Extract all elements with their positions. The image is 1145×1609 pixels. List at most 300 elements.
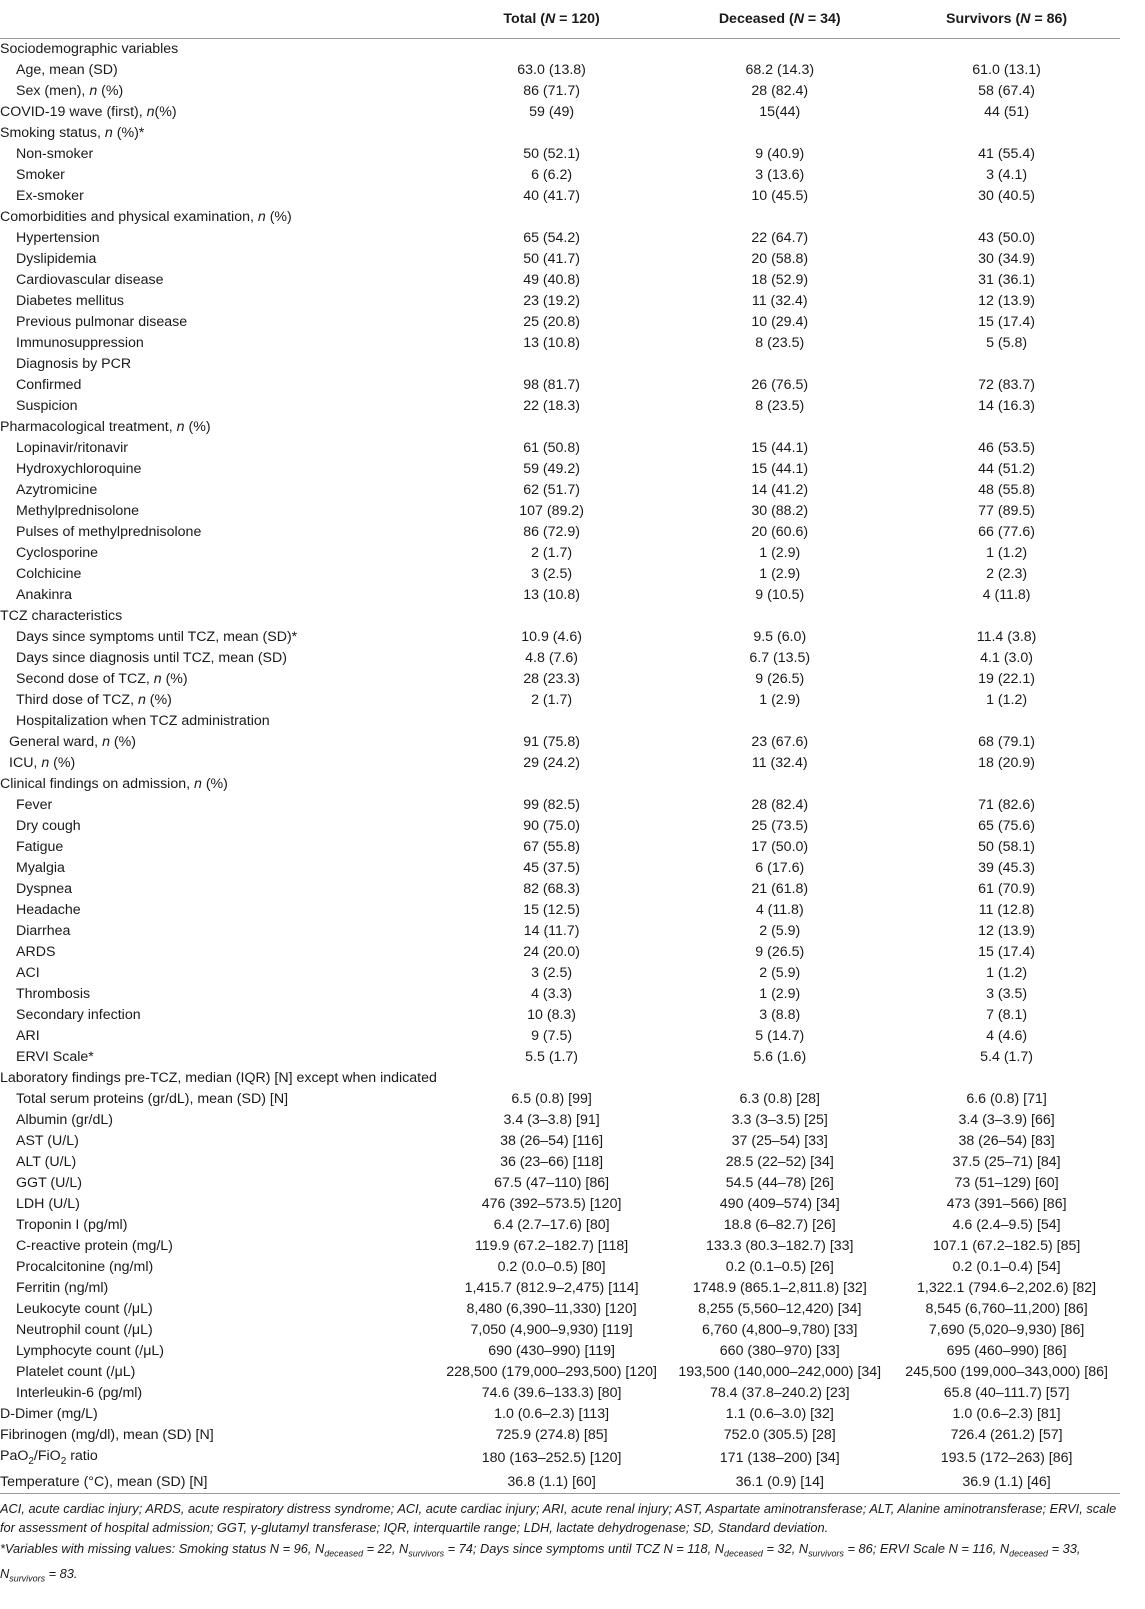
cell-survivors: 11.4 (3.8) <box>976 629 1037 645</box>
cell-deceased: 14 (41.2) <box>751 482 809 498</box>
row-label: Fibrinogen (mg/dl), mean (SD) [N] <box>0 1427 214 1443</box>
cell-survivors: 66 (77.6) <box>978 524 1035 540</box>
row-label: Lymphocyte count (/μL) <box>16 1343 165 1359</box>
table-row <box>0 1173 1120 1194</box>
cell-total: 59 (49) <box>529 104 575 120</box>
cell-survivors: 15 (17.4) <box>978 944 1035 960</box>
footnote-abbreviations: ACI, acute cardiac injury; ARDS, acute respiratory distress syndrome; ACI, acute cardiac injury; ARI, acute renal injury; AST, Aspartate aminotransferase; ALT, Alanine aminotransferase; ERVI, scale for assessment of hospital admission; GGT, γ-glutamyl transferase; IQR, interquartile range; LDH, lactate dehydrogenase; SD, Standard deviation. <box>0 1501 1117 1535</box>
cell-total: 0.2 (0.0–0.5) [80] <box>497 1259 606 1275</box>
table-row <box>0 291 1120 312</box>
cell-total <box>437 354 666 375</box>
table-row <box>0 501 1120 522</box>
row-label: Pharmacological treatment, n (%) <box>0 419 211 435</box>
cell-survivors <box>893 354 1120 375</box>
table-row <box>0 1215 1120 1236</box>
table-row <box>0 1320 1120 1341</box>
cell-deceased: 20 (60.6) <box>751 524 809 540</box>
table-row <box>0 123 1120 144</box>
row-label: Sociodemographic variables <box>0 41 179 57</box>
table-row <box>0 1236 1120 1257</box>
cell-deceased: 3.3 (3–3.5) [25] <box>731 1112 828 1128</box>
row-label: Dyspnea <box>16 881 72 897</box>
cell-total: 13 (10.8) <box>523 335 580 351</box>
cell-survivors: 31 (36.1) <box>978 272 1035 288</box>
table-row <box>0 1299 1120 1320</box>
cell-total: 4.8 (7.6) <box>525 650 579 666</box>
fn-part: = 22, N <box>363 1541 409 1556</box>
cell-survivors: 38 (26–54) [83] <box>958 1133 1055 1149</box>
cell-survivors: 695 (460–990) [86] <box>946 1343 1067 1359</box>
table-row <box>0 165 1120 186</box>
cell-total: 8,480 (6,390–11,330) [120] <box>466 1301 637 1317</box>
table-row <box>0 1341 1120 1362</box>
fn-part: *Variables with missing values: Smoking status N = 96, N <box>0 1541 325 1556</box>
cell-deceased <box>666 417 893 438</box>
cell-total: 10 (8.3) <box>527 1007 577 1023</box>
table-row <box>0 732 1120 753</box>
row-label: Neutrophil count (/μL) <box>16 1322 153 1338</box>
table-row <box>0 963 1120 984</box>
cell-total <box>437 417 666 438</box>
cell-total: 62 (51.7) <box>523 482 580 498</box>
cell-survivors: 50 (58.1) <box>978 839 1035 855</box>
cell-survivors <box>893 39 1120 61</box>
table-row <box>0 1425 1120 1446</box>
cell-total: 74.6 (39.6–133.3) [80] <box>481 1385 622 1401</box>
cell-total <box>437 774 666 795</box>
cell-total: 98 (81.7) <box>523 377 580 393</box>
cell-survivors: 1 (1.2) <box>986 545 1028 561</box>
fn-part: = 86; ERVI Scale N = 116, N <box>843 1541 1010 1556</box>
table-row <box>0 312 1120 333</box>
row-label: Age, mean (SD) <box>16 62 118 78</box>
table-row <box>0 627 1120 648</box>
header-total <box>437 0 666 39</box>
fn-sub: survivors <box>808 1548 844 1559</box>
cell-survivors: 41 (55.4) <box>978 146 1035 162</box>
table-row <box>0 1026 1120 1047</box>
cell-total: 725.9 (274.8) [85] <box>495 1427 608 1443</box>
row-label: Myalgia <box>16 860 65 876</box>
table-row <box>0 102 1120 123</box>
header-total-n: N <box>544 11 556 27</box>
header-total-text: Total ( <box>503 11 545 27</box>
table-row <box>0 333 1120 354</box>
fn-sub: survivors <box>9 1573 46 1584</box>
cell-survivors: 37.5 (25–71) [84] <box>952 1154 1061 1170</box>
table-row <box>0 837 1120 858</box>
row-label: C-reactive protein (mg/L) <box>16 1238 173 1254</box>
row-label: Cardiovascular disease <box>16 272 164 288</box>
row-label: ARDS <box>16 944 56 960</box>
cell-survivors: 7 (8.1) <box>986 1007 1028 1023</box>
table-footnotes <box>0 1499 1118 1590</box>
cell-total: 3 (2.5) <box>531 566 573 582</box>
cell-deceased: 6.3 (0.8) [28] <box>739 1091 820 1107</box>
row-label: General ward, n (%) <box>9 734 136 750</box>
cell-survivors: 4 (11.8) <box>982 587 1031 603</box>
cell-total: 82 (68.3) <box>523 881 580 897</box>
row-label: Leukocyte count (/μL) <box>16 1301 153 1317</box>
cell-total: 22 (18.3) <box>523 398 580 414</box>
cell-deceased: 193,500 (140,000–242,000) [34] <box>678 1364 882 1380</box>
cell-deceased: 171 (138–200) [34] <box>719 1450 840 1467</box>
footnote-missing-values <box>0 1539 1118 1588</box>
cell-deceased: 660 (380–970) [33] <box>719 1343 840 1359</box>
cell-total: 63.0 (13.8) <box>517 62 586 78</box>
cell-total: 476 (392–573.5) [120] <box>481 1196 622 1212</box>
cell-survivors <box>893 1068 1120 1089</box>
row-label: Thrombosis <box>16 986 91 1002</box>
cell-survivors: 14 (16.3) <box>978 398 1035 414</box>
fn-part: = 83. <box>45 1565 78 1581</box>
cell-deceased: 6.7 (13.5) <box>749 650 811 666</box>
table-row <box>0 984 1120 1005</box>
cell-total: 1.0 (0.6–2.3) [113] <box>494 1406 610 1422</box>
cell-deceased: 2 (5.9) <box>759 923 801 939</box>
cell-total <box>437 39 666 61</box>
cell-total: 40 (41.7) <box>523 188 580 204</box>
cell-deceased <box>666 123 893 144</box>
fn-sub: deceased <box>324 1548 364 1559</box>
cell-total: 3.4 (3–3.8) [91] <box>503 1112 600 1128</box>
cell-deceased: 11 (32.4) <box>751 293 808 309</box>
cell-survivors: 58 (67.4) <box>978 83 1035 99</box>
row-label: Clinical findings on admission, n (%) <box>0 776 228 792</box>
header-survivors-rest: = 86) <box>1030 11 1068 27</box>
cell-total: 50 (41.7) <box>523 251 580 267</box>
cell-survivors: 5.4 (1.7) <box>980 1049 1033 1065</box>
row-label: Platelet count (/μL) <box>16 1364 136 1380</box>
cell-deceased: 2 (5.9) <box>759 965 801 981</box>
row-label: Secondary infection <box>16 1007 141 1023</box>
row-label: Second dose of TCZ, n (%) <box>16 671 188 687</box>
cell-deceased: 15(44) <box>759 104 801 120</box>
table-row <box>0 207 1120 228</box>
cell-total: 3 (2.5) <box>531 965 573 981</box>
cell-deceased <box>666 39 893 61</box>
cell-deceased: 9.5 (6.0) <box>753 629 807 645</box>
cell-deceased: 9 (26.5) <box>755 671 805 687</box>
row-label: Dyslipidemia <box>16 251 97 267</box>
table-header-row <box>0 0 1120 39</box>
cell-survivors: 48 (55.8) <box>978 482 1035 498</box>
table-row <box>0 1404 1120 1425</box>
table-row <box>0 144 1120 165</box>
cell-total: 6 (6.2) <box>531 167 573 183</box>
row-label: D-Dimer (mg/L) <box>0 1406 98 1422</box>
row-label: Colchicine <box>16 566 82 582</box>
cell-survivors: 8,545 (6,760–11,200) [86] <box>925 1301 1088 1317</box>
cell-survivors: 61 (70.9) <box>978 881 1035 897</box>
row-label: Diagnosis by PCR <box>16 356 132 372</box>
cell-deceased: 30 (88.2) <box>751 503 809 519</box>
table-row <box>0 921 1120 942</box>
row-label: Total serum proteins (gr/dL), mean (SD) [N] <box>16 1091 289 1107</box>
cell-deceased <box>666 1068 893 1089</box>
cell-deceased: 15 (44.1) <box>751 440 809 456</box>
cell-total: 65 (54.2) <box>523 230 580 246</box>
cell-total: 9 (7.5) <box>531 1028 573 1044</box>
table-row <box>0 795 1120 816</box>
cell-total: 67.5 (47–110) [86] <box>494 1175 610 1191</box>
fn-part: = 32, N <box>762 1541 809 1556</box>
cell-survivors: 71 (82.6) <box>978 797 1035 813</box>
cell-deceased <box>666 207 893 228</box>
header-deceased-text: Deceased ( <box>718 11 794 27</box>
cell-deceased: 37 (25–54) [33] <box>731 1133 828 1149</box>
table-row <box>0 375 1120 396</box>
row-label: Cyclosporine <box>16 545 99 561</box>
cell-total: 36 (23–66) [118] <box>500 1154 604 1170</box>
cell-survivors: 3.4 (3–3.9) [66] <box>958 1112 1055 1128</box>
row-label: Laboratory findings pre-TCZ, median (IQR) [N] except when indicated <box>0 1070 437 1086</box>
row-label: Hydroxychloroquine <box>16 461 142 477</box>
cell-total: 38 (26–54) [116] <box>500 1133 604 1149</box>
cell-deceased: 10 (29.4) <box>751 314 809 330</box>
row-label: Diarrhea <box>16 923 71 939</box>
cell-survivors: 46 (53.5) <box>978 440 1035 456</box>
table-row <box>0 1110 1120 1131</box>
cell-total: 119.9 (67.2–182.7) [118] <box>474 1238 629 1254</box>
table-row <box>0 669 1120 690</box>
cell-deceased: 25 (73.5) <box>751 818 809 834</box>
cell-deceased <box>666 606 893 627</box>
cell-total: 91 (75.8) <box>523 734 580 750</box>
cell-survivors: 7,690 (5,020–9,930) [86] <box>928 1322 1085 1338</box>
cell-total: 67 (55.8) <box>523 839 580 855</box>
cell-deceased: 28 (82.4) <box>751 797 809 813</box>
cell-total <box>437 606 666 627</box>
cell-deceased: 133.3 (80.3–182.7) [33] <box>705 1238 854 1254</box>
cell-survivors: 4 (4.6) <box>986 1028 1028 1044</box>
header-label-col <box>0 0 437 39</box>
table-row <box>0 1278 1120 1299</box>
cell-deceased: 8,255 (5,560–12,420) [34] <box>698 1301 862 1317</box>
cell-deceased: 1 (2.9) <box>759 986 801 1002</box>
table-row <box>0 354 1120 375</box>
cell-total: 2 (1.7) <box>531 545 573 561</box>
cell-deceased: 20 (58.8) <box>751 251 809 267</box>
cell-survivors: 12 (13.9) <box>978 293 1035 309</box>
cell-survivors: 77 (89.5) <box>978 503 1035 519</box>
table-row <box>0 1362 1120 1383</box>
row-label: Sex (men), n (%) <box>16 83 124 99</box>
row-label: Ex-smoker <box>16 188 84 204</box>
row-label: Days since diagnosis until TCZ, mean (SD) <box>16 650 287 666</box>
cell-survivors: 245,500 (199,000–343,000) [86] <box>905 1364 1108 1380</box>
table-row <box>0 1152 1120 1173</box>
table-row <box>0 900 1120 921</box>
cell-survivors: 43 (50.0) <box>978 230 1035 246</box>
table-row <box>0 438 1120 459</box>
row-label: Fatigue <box>16 839 64 855</box>
row-label: Diabetes mellitus <box>16 293 125 309</box>
table-body <box>0 39 1120 1494</box>
table-row <box>0 39 1120 61</box>
cell-survivors: 107.1 (67.2–182.5) [85] <box>932 1238 1081 1254</box>
table-row <box>0 858 1120 879</box>
cell-deceased: 8 (23.5) <box>755 335 805 351</box>
cell-deceased: 18 (52.9) <box>751 272 809 288</box>
cell-deceased: 17 (50.0) <box>751 839 809 855</box>
header-survivors-n: N <box>1020 11 1031 27</box>
cell-deceased <box>666 711 893 732</box>
cell-total <box>437 711 666 732</box>
cell-survivors: 44 (51) <box>984 104 1030 120</box>
cell-deceased: 5 (14.7) <box>755 1028 805 1044</box>
cell-deceased: 1 (2.9) <box>759 566 801 582</box>
table-row <box>0 711 1120 732</box>
row-label: LDH (U/L) <box>16 1196 80 1212</box>
cell-deceased: 5.6 (1.6) <box>753 1049 807 1065</box>
row-label: COVID-19 wave (first), n(%) <box>0 104 177 120</box>
cell-deceased: 15 (44.1) <box>751 461 809 477</box>
row-label: Albumin (gr/dL) <box>16 1112 113 1128</box>
cell-total: 23 (19.2) <box>523 293 580 309</box>
fn-sub: survivors <box>408 1548 445 1559</box>
cell-deceased: 11 (32.4) <box>751 755 808 771</box>
cell-total: 99 (82.5) <box>523 797 580 813</box>
row-label: Suspicion <box>16 398 78 414</box>
cell-total: 7,050 (4,900–9,930) [119] <box>470 1322 633 1338</box>
cell-deceased: 9 (40.9) <box>755 146 805 162</box>
row-label: Headache <box>16 902 81 918</box>
cell-total: 45 (37.5) <box>523 860 580 876</box>
table-row <box>0 1005 1120 1026</box>
row-label: Days since symptoms until TCZ, mean (SD)* <box>16 629 298 645</box>
cell-deceased <box>666 774 893 795</box>
cell-total: 49 (40.8) <box>523 272 580 288</box>
cell-survivors: 15 (17.4) <box>978 314 1035 330</box>
header-survivors <box>893 0 1120 39</box>
table-row <box>0 396 1120 417</box>
cell-survivors: 6.6 (0.8) [71] <box>966 1091 1047 1107</box>
cell-survivors: 1.0 (0.6–2.3) [81] <box>952 1406 1061 1422</box>
cell-deceased: 6,760 (4,800–9,780) [33] <box>702 1322 858 1338</box>
cell-survivors: 12 (13.9) <box>978 923 1035 939</box>
row-label: Smoking status, n (%)* <box>0 125 145 141</box>
cell-total: 86 (72.9) <box>523 524 580 540</box>
cell-total: 28 (23.3) <box>523 671 580 687</box>
table-row <box>0 1194 1120 1215</box>
cell-deceased: 0.2 (0.1–0.5) [26] <box>725 1259 834 1275</box>
row-label: Fever <box>16 797 53 813</box>
table-row <box>0 942 1120 963</box>
table-row <box>0 543 1120 564</box>
cell-survivors: 726.4 (261.2) [57] <box>950 1427 1063 1443</box>
table-row <box>0 564 1120 585</box>
cell-total: 24 (20.0) <box>523 944 580 960</box>
cell-deceased: 54.5 (44–78) [26] <box>725 1175 834 1191</box>
cell-deceased: 22 (64.7) <box>751 230 809 246</box>
table-row <box>0 1257 1120 1278</box>
cell-total: 6.4 (2.7–17.6) [80] <box>493 1217 610 1233</box>
cell-survivors: 193.5 (172–263) [86] <box>940 1450 1073 1467</box>
cell-total: 90 (75.0) <box>523 818 580 834</box>
cell-survivors <box>893 417 1120 438</box>
cell-survivors: 65.8 (40–111.7) [57] <box>943 1385 1070 1401</box>
row-label: Temperature (°C), mean (SD) [N] <box>0 1472 437 1494</box>
table-row <box>0 249 1120 270</box>
cell-survivors: 30 (34.9) <box>978 251 1035 267</box>
table-row <box>0 816 1120 837</box>
row-label: Hypertension <box>16 230 100 246</box>
cell-total <box>437 1068 666 1089</box>
table-row <box>0 1068 1120 1089</box>
cell-survivors: 5 (5.8) <box>986 335 1028 351</box>
table-row <box>0 606 1120 627</box>
cell-survivors: 2 (2.3) <box>986 566 1028 582</box>
cell-survivors: 1 (1.2) <box>986 965 1028 981</box>
table-row <box>0 648 1120 669</box>
cell-deceased: 1.1 (0.6–3.0) [32] <box>725 1406 834 1422</box>
cell-total: 1,415.7 (812.9–2,475) [114] <box>464 1280 639 1296</box>
table-row <box>0 60 1120 81</box>
cell-total: 50 (52.1) <box>523 146 580 162</box>
table-row <box>0 459 1120 480</box>
table-row <box>0 1446 1120 1472</box>
row-label: Azytromicine <box>16 482 98 498</box>
cell-survivors: 18 (20.9) <box>978 755 1035 771</box>
cell-deceased: 18.8 (6–82.7) [26] <box>723 1217 836 1233</box>
cell-deceased: 3 (13.6) <box>755 167 805 183</box>
cell-deceased: 3 (8.8) <box>759 1007 801 1023</box>
row-label: ERVI Scale* <box>16 1049 94 1065</box>
cell-deceased: 36.1 (0.9) [14] <box>666 1472 893 1494</box>
cell-deceased: 6 (17.6) <box>755 860 805 876</box>
row-label: AST (U/L) <box>16 1133 79 1149</box>
cell-total: 29 (24.2) <box>523 755 580 771</box>
row-label: Troponin I (pg/ml) <box>16 1217 128 1233</box>
row-label: Pulses of methylprednisolone <box>16 524 202 540</box>
cell-total: 15 (12.5) <box>523 902 580 918</box>
row-label: Previous pulmonar disease <box>16 314 188 330</box>
cell-total: 13 (10.8) <box>523 587 580 603</box>
cell-total <box>437 123 666 144</box>
row-label: Non-smoker <box>16 146 94 162</box>
cell-deceased: 8 (23.5) <box>755 398 805 414</box>
table-row <box>0 270 1120 291</box>
row-label: Lopinavir/ritonavir <box>16 440 128 456</box>
cell-total: 5.5 (1.7) <box>525 1049 579 1065</box>
fn-part: = 74; Days since symptoms until TCZ N = 118, N <box>444 1541 725 1556</box>
table-row <box>0 585 1120 606</box>
table-row <box>0 753 1120 774</box>
header-survivors-text: Survivors ( <box>946 11 1021 27</box>
cell-total: 4 (3.3) <box>531 986 573 1002</box>
table-row <box>0 879 1120 900</box>
cell-total: 59 (49.2) <box>523 461 580 477</box>
row-label: ARI <box>16 1028 40 1044</box>
cell-total: 228,500 (179,000–293,500) [120] <box>446 1364 657 1380</box>
cell-deceased: 23 (67.6) <box>751 734 809 750</box>
row-label: PaO$_2$/FiO$_2$ ratio <box>0 1448 98 1467</box>
cell-survivors: 36.9 (1.1) [46] <box>893 1472 1120 1494</box>
cell-survivors <box>893 123 1120 144</box>
table-row <box>0 480 1120 501</box>
cell-total: 2 (1.7) <box>531 692 573 708</box>
table-row <box>0 81 1120 102</box>
cell-deceased <box>666 354 893 375</box>
cell-survivors: 73 (51–129) [60] <box>954 1175 1059 1191</box>
cell-deceased: 78.4 (37.8–240.2) [23] <box>709 1385 850 1401</box>
row-label: Methylprednisolone <box>16 503 140 519</box>
cell-total: 14 (11.7) <box>523 923 580 939</box>
cell-deceased: 28 (82.4) <box>751 83 809 99</box>
cell-deceased: 68.2 (14.3) <box>745 62 815 78</box>
cell-total: 690 (430–990) [119] <box>488 1343 615 1359</box>
